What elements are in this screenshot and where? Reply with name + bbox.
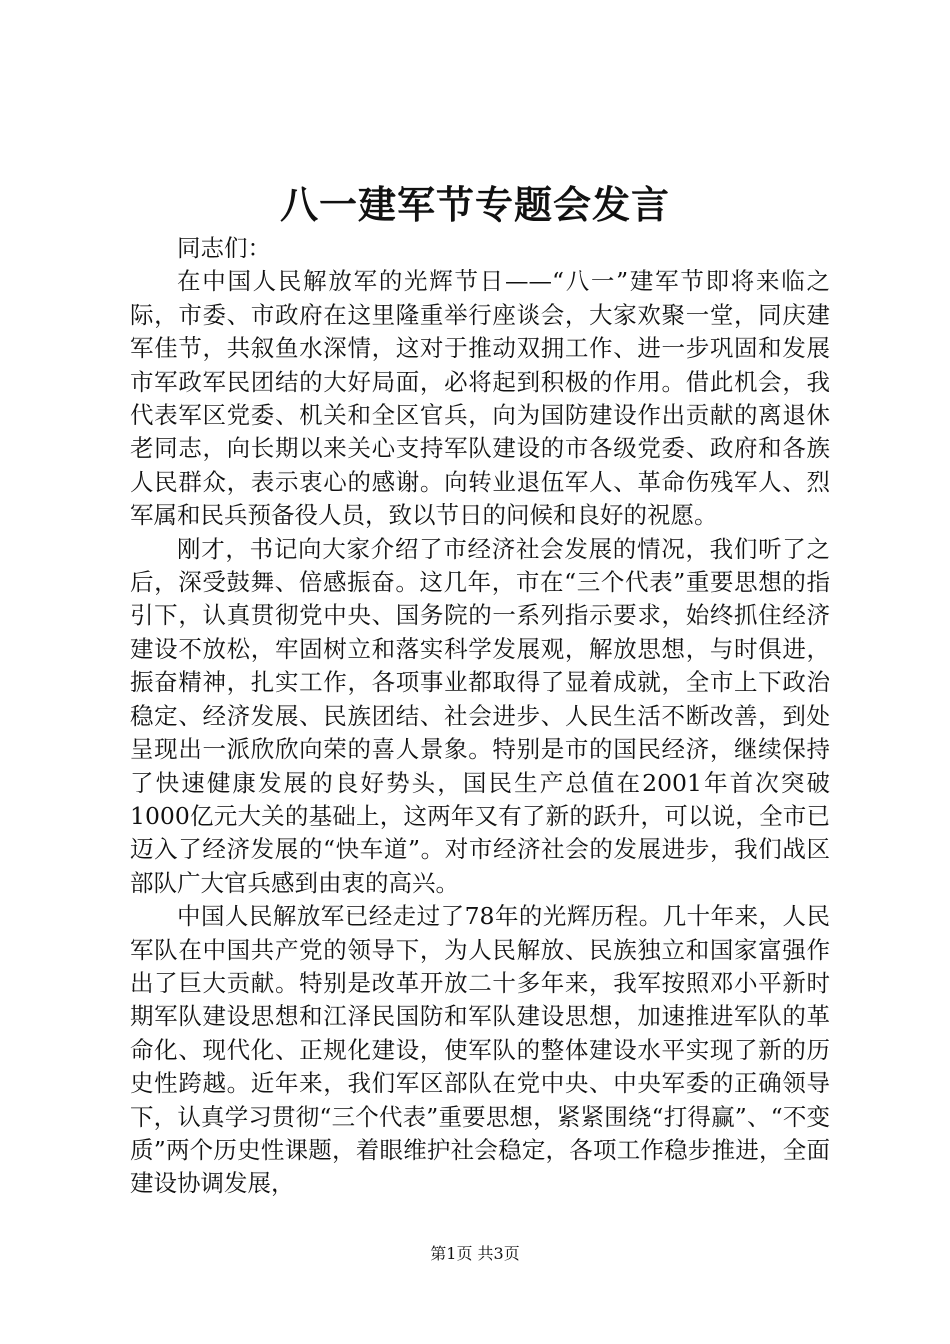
paragraph-2: 刚才，书记向大家介绍了市经济社会发展的情况，我们听了之后，深受鼓舞、倍感振奋。这几年，市在“三个代表”重要思想的指引下，认真贯彻党中央、国务院的一系列指示要求，始终抓住经济建设不放松，牢固树立和落实科学发展观，解放思想，与时俱进，振奋精神，扎实工作，各项事业都取得了显着成就，全市上下政治稳定、经济发展、民族团结、社会进步、人民生活不断改善，到处呈现出一派欣欣向荣的喜人景象。特别是市的国民经济，继续保持了快速健康发展的良好势头，国民生产总值在2001年首次突破1000亿元大关的基础上，这两年又有了新的跃升，可以说，全市已迈入了经济发展的“快车道”。对市经济社会的发展进步，我们战区部队广大官兵感到由衷的高兴。 <box>130 534 830 897</box>
document-body <box>130 232 830 1201</box>
salutation: 同志们： <box>177 234 271 262</box>
page-footer: 第1页 共3页 <box>430 1244 520 1263</box>
paragraph-1: 在中国人民解放军的光辉节日——“八一”建军节即将来临之际，市委、市政府在这里隆重举行座谈会，大家欢聚一堂，同庆建军佳节，共叙鱼水深情，这对于推动双拥工作、进一步巩固和发展市军政军民团结的大好局面，必将起到积极的作用。借此机会，我代表军区党委、机关和全区官兵，向为国防建设作出贡献的离退休老同志，向长期以来关心支持军队建设的市各级党委、政府和各族人民群众，表示衷心的感谢。向转业退伍军人、革命伤残军人、烈军属和民兵预备役人员，致以节日的问候和良好的祝愿。 <box>130 267 830 530</box>
document-title: 八一建军节专题会发言 <box>279 182 670 227</box>
paragraph-3: 中国人民解放军已经走过了78年的光辉历程。几十年来，人民军队在中国共产党的领导下，为人民解放、民族独立和国家富强作出了巨大贡献。特别是改革开放二十多年来，我军按照邓小平新时期军队建设思想和江泽民国防和军队建设思想，加速推进军队的革命化、现代化、正规化建设，使军队的整体建设水平实现了新的历史性跨越。近年来，我们军区部队在党中央、中央军委的正确领导下，认真学习贯彻“三个代表”重要思想，紧紧围绕“打得赢”、“不变质”两个历史性课题，着眼维护社会稳定，各项工作稳步推进，全面建设协调发展， <box>130 902 830 1198</box>
